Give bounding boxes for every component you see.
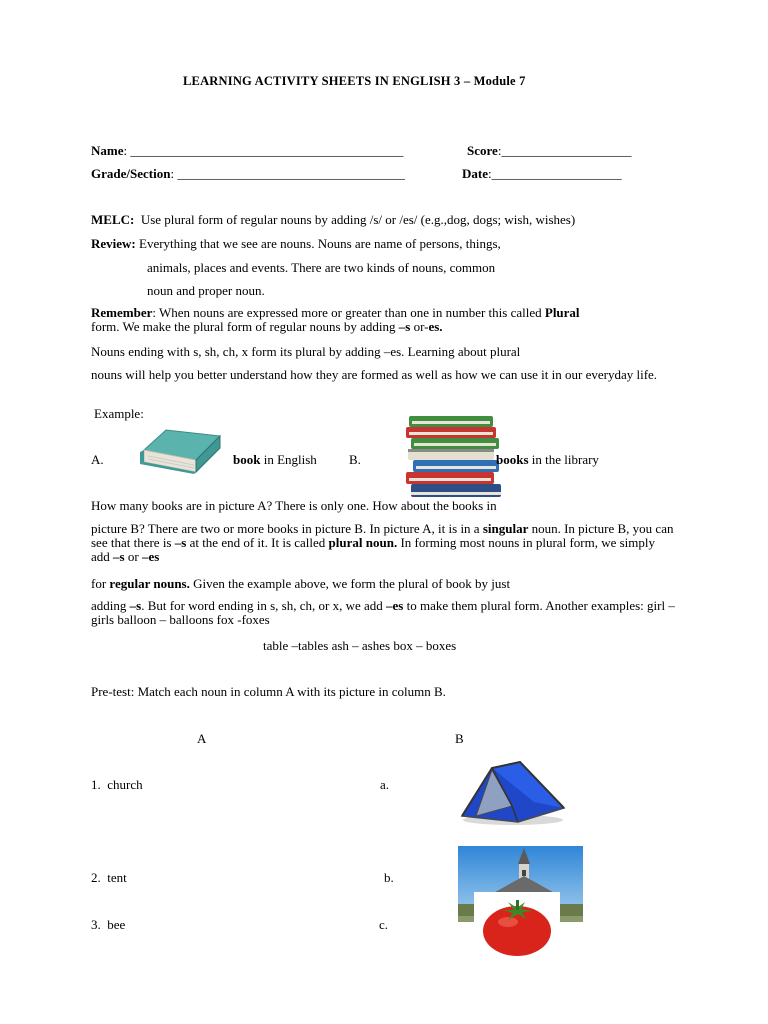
pretest-instruction: Pre-test: Match each noun in column A with its picture in column B.: [91, 684, 446, 699]
examples-line-2: table –tables ash – ashes box – boxes: [263, 638, 457, 653]
tent-icon: [458, 758, 568, 826]
review-label: Review:: [91, 236, 136, 251]
melc-text: Use plural form of regular nouns by adding /s/ or /es/ (e.g.,dog, dogs; wish, wishes): [140, 212, 576, 227]
how-many-line: How many books are in picture A? There is only one. How about the books in: [91, 498, 497, 513]
stack-of-books-icon: [403, 410, 505, 500]
adding-paragraph: adding –s. But for word ending in s, sh, ch, or x, we add –es to make them plural form. Another examples: girl – girls balloon – balloons fox -foxes: [91, 598, 675, 627]
endings-line: Nouns ending with s, sh, ch, x form its plural by adding –es. Learning about plural: [91, 344, 521, 359]
review-line-2: animals, places and events. There are two kinds of nouns, common: [147, 260, 496, 275]
date-line[interactable]: ____________________: [491, 166, 622, 181]
example-a-text: book in English: [233, 452, 317, 467]
score-label: Score: [467, 143, 498, 158]
grade-label: Grade/Section: [91, 166, 171, 181]
melc-line: [91, 212, 575, 228]
name-line[interactable]: __________________________________________: [130, 143, 404, 158]
melc-label: MELC:: [91, 212, 135, 227]
option-c-letter: c.: [379, 917, 389, 932]
regular-nouns-line: for regular nouns. Given the example above, we form the plural of book by just: [91, 576, 511, 591]
name-field[interactable]: Name: __________________________________________: [91, 143, 404, 158]
tomato-icon: [480, 896, 554, 958]
example-b-text: books in the library: [496, 452, 599, 467]
example-a-letter: A.: [91, 452, 104, 467]
remember-paragraph: Remember: When nouns are expressed more or greater than one in number this called Plural form. We make the plural form of regular nouns by adding –s or-es.: [91, 305, 580, 334]
review-line-1: Review: Everything that we see are nouns. Nouns are name of persons, things,: [91, 236, 501, 251]
single-book-icon: [138, 428, 222, 490]
remember-label: Remember: [91, 305, 153, 320]
grade-section-field[interactable]: Grade/Section: ___________________________________: [91, 166, 405, 181]
page-title: LEARNING ACTIVITY SHEETS IN ENGLISH 3 – Module 7: [183, 74, 526, 88]
help-paragraph: nouns will help you better understand how they are formed as well as how we can use it in our everyday life.: [91, 367, 658, 382]
example-b-letter: B.: [349, 452, 361, 467]
item-1: 1. church: [91, 777, 143, 792]
explanation-paragraph: picture B? There are two or more books in picture B. In picture A, it is in a singular noun. In picture B, you can see that there is –s at the end of it. It is called plural noun. In forming most nouns in plural form, we simply add –s or –es: [91, 521, 674, 564]
option-b-letter: b.: [384, 870, 394, 885]
example-label: Example:: [94, 406, 144, 421]
date-field[interactable]: Date:____________________: [462, 166, 622, 181]
option-a-letter: a.: [380, 777, 390, 792]
item-2: 2. tent: [91, 870, 127, 885]
review-line-3: noun and proper noun.: [147, 283, 265, 298]
column-a-header: A: [197, 731, 207, 746]
grade-line[interactable]: ___________________________________: [177, 166, 405, 181]
name-label: Name: [91, 143, 124, 158]
column-b-header: B: [455, 731, 464, 746]
score-field[interactable]: Score:____________________: [467, 143, 632, 158]
score-line[interactable]: ____________________: [501, 143, 632, 158]
date-label: Date: [462, 166, 488, 181]
item-3: 3. bee: [91, 917, 126, 932]
